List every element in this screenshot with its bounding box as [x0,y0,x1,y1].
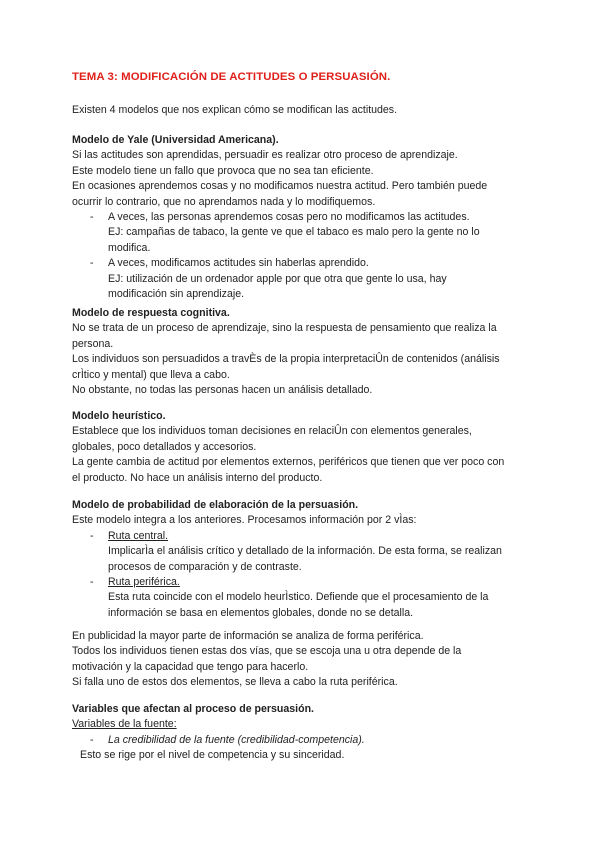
text-line: Los individuos son persuadidos a travÈs de la propia interpretaciÛn de contenidos (análisis [72,353,500,366]
bullet-dash: - [90,257,94,270]
list-item [72,210,532,225]
section-heading: Variables que afectan al proceso de persuasión. [72,703,314,715]
text-line: procesos de comparación y de contraste. [108,560,302,573]
text-line: ocurrir lo contrario, que no aprendamos nada y lo modifiquemos. [72,195,376,208]
list-item-text: A veces, modificamos actitudes sin haberlas aprendido. [108,257,369,270]
text-line: motivación y la capacidad que tengo para hacerlo. [72,660,309,673]
text-line: La gente cambia de actitud por elementos externos, periféricos que tienen que ver poco con [72,456,505,469]
text-line: Este modelo tiene un fallo que provoca que no sea tan eficiente. [72,164,374,177]
text-line: información se basa en elementos globales, donde no se detalla. [108,606,414,619]
text-line: Todos los individuos tienen estas dos vías, que se escoja una u otra depende de la [72,645,462,658]
text-line: En ocasiones aprendemos cosas y no modificamos nuestra actitud. Pero también puede [72,180,488,193]
page-title: TEMA 3: MODIFICACIÓN DE ACTITUDES O PERSUASIÓN. [72,71,391,83]
list-item-text: A veces, las personas aprendemos cosas pero no modificamos las actitudes. [108,211,470,224]
section-heading: Modelo de respuesta cognitiva. [72,307,230,319]
section-heading: Modelo de probabilidad de elaboración de la persuasión. [72,499,359,511]
intro-paragraph [72,103,532,118]
section-yale [72,133,532,302]
bullet-dash: - [90,576,94,589]
list-item [72,733,532,748]
bullet-dash: - [90,211,94,224]
section-probabilidad [72,498,532,621]
example-line: modificación sin aprendizaje. [108,288,245,301]
text-line: Esto se rige por el nivel de competencia y su sinceridad. [80,749,345,762]
bullet-dash: - [90,529,94,542]
text-line: No se trata de un proceso de aprendizaje, sino la respuesta de pensamiento que realiza la [72,322,497,335]
text-line: Establece que los individuos toman decisiones en relaciÛn con elementos generales, [72,425,472,438]
text-line: Si las actitudes son aprendidas, persuadir es realizar otro proceso de aprendizaje. [72,149,458,162]
list-item-text: La credibilidad de la fuente (credibilidad-competencia). [108,733,365,746]
list-item-title: Ruta periférica. [108,576,180,589]
section-cognitiva [72,306,532,398]
text-line: Este modelo integra a los anteriores. Procesamos información por 2 vÌas: [72,514,417,527]
text-line: ImplicarÌa el análisis crítico y detallado de la información. De esta forma, se realizan [108,545,502,558]
section-heading: Modelo heurístico. [72,410,166,422]
list-item [72,575,532,590]
bullet-dash: - [90,733,94,746]
subsection-title: Variables de la fuente: [72,718,177,731]
text-line: crÌtico y mental) que lleva a cabo. [72,368,230,381]
section-heading: Modelo de Yale (Universidad Americana). [72,134,279,146]
example-line: EJ: utilización de un ordenador apple por que otra que gente lo usa, hay [108,272,447,285]
text-line: No obstante, no todas las personas hacen un análisis detallado. [72,384,373,397]
example-line: EJ: campañas de tabaco, la gente ve que el tabaco es malo pero la gente no lo [108,226,480,239]
text-line: En publicidad la mayor parte de información se analiza de forma periférica. [72,630,424,642]
list-item-title: Ruta central. [108,529,169,542]
section-probabilidad-notes [72,629,532,691]
list-item [72,256,532,271]
section-variables [72,702,532,764]
list-item [72,529,532,544]
text-line: persona. [72,337,114,350]
section-heuristico [72,409,532,486]
text-line: globales, poco detallados y accesorios. [72,440,257,453]
intro-text: Existen 4 modelos que nos explican cómo se modifican las actitudes. [72,104,398,116]
text-line: Esta ruta coincide con el modelo heurÌstico. Defiende que el procesamiento de la [108,591,489,604]
text-line: el producto. No hace un análisis interno del producto. [72,471,323,484]
text-line: Si falla uno de estos dos elementos, se lleva a cabo la ruta periférica. [72,676,398,689]
example-line: modifica. [108,241,151,254]
